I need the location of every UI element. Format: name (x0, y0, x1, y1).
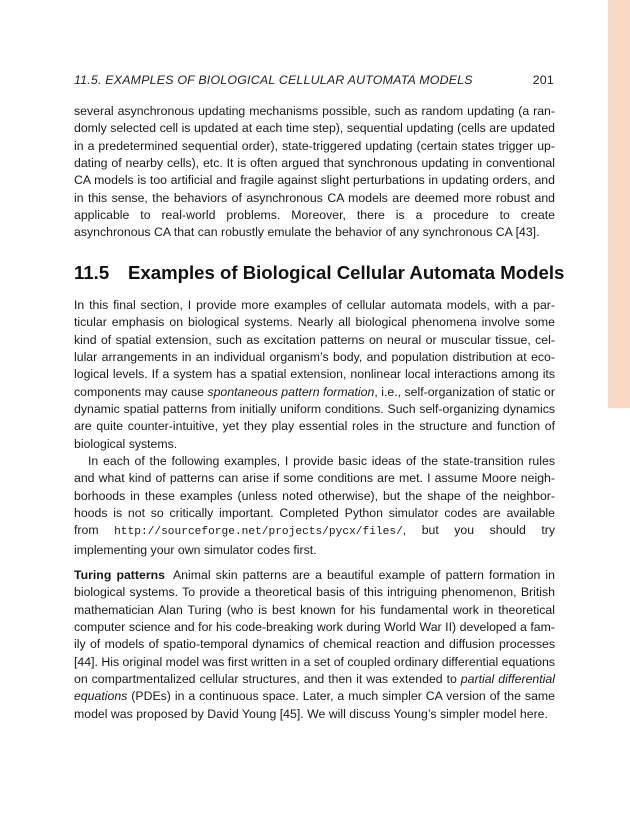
section-number: 11.5 (74, 262, 110, 283)
turing-text-b: (PDEs) in a continuous space. Later, a much simpler CA version of the same model was proposed by David Young [45]. We will discuss Young’s simpler model here. (74, 689, 555, 721)
pycx-url-link[interactable]: http://sourceforge.net/projects/pycx/files/ (114, 526, 403, 539)
paragraph-1-emphasis: spontaneous pattern formation (207, 384, 375, 399)
turing-text-a: Animal skin patterns are a beautiful example of pattern formation in biological systems. To provide a theoretical basis of this intriguing phenomenon, British mathematician Alan Turing (who is best known for his fundamental work in theoretical computer science and for his code-breaking work during World War II) developed a family of models of spatio-temporal dynamics of chemical reaction and diffusion processes [44]. His original model was first written in a set of coupled ordinary differential equations on compartmentalized cellular structures, and then it was extended to (74, 568, 555, 687)
paragraph-2-text-a: In each of the following examples, I provide basic ideas of the state-transition rules and what kind of patterns can arise if some conditions are met. I assume Moore neighborhoods in these examples (unless noted otherwise), but the shape of the neighborhoods is not so critically important. Completed Python simulator codes are available from (74, 454, 555, 538)
intro-block (74, 103, 555, 242)
paragraph-2-text-b: , but you should try implementing your own simulator codes first. (74, 523, 555, 557)
running-header (74, 73, 554, 87)
page-number: 201 (532, 73, 554, 87)
turing-emphasis: partial differential equations (74, 672, 555, 704)
turing-heading: Turing patterns (74, 568, 165, 582)
section-heading (74, 262, 565, 284)
chapter-edge-tab (608, 0, 630, 408)
intro-paragraph: several asynchronous updating mechanisms possible, such as random updating (a randomly selected cell is updated at each time step), sequential updating (cells are updated in a predetermined sequential order), state-triggered updating (certain states trigger updating of nearby cells), etc. It is often argued that synchronous updating in conventional CA models is too artificial and fragile against slight perturbations in updating orders, and in this sense, the behaviors of asynchronous CA models are deemed more robust and applicable to real-world problems. Moreover, there is a procedure to create asynchronous CA that can robustly emulate the behavior of any synchronous CA [43]. (74, 104, 555, 240)
paragraph-1-text-b: , i.e., self-organization of static or dynamic spatial patterns from initially uniform conditions. Such self-organizing dynamics are quite counter-intuitive, yet they play essential roles in the structure and function of biological systems. (74, 384, 555, 451)
section-body (74, 297, 555, 559)
paragraph-2 (74, 453, 555, 559)
section-title: Examples of Biological Cellular Automata Models (128, 262, 565, 283)
running-title: 11.5. EXAMPLES OF BIOLOGICAL CELLULAR AUTOMATA MODELS (74, 73, 473, 87)
turing-paragraph (74, 567, 555, 723)
paragraph-1 (74, 297, 555, 453)
paragraph-1-text-a: In this final section, I provide more examples of cellular automata models, with a particular emphasis on biological systems. Nearly all biological phenomena involve some kind of spatial extension, such as excitation patterns on neural or muscular tissue, cellular arrangements in an individual organism’s body, and population distribution at ecological levels. If a system has a spatial extension, nonlinear local interactions among its components may cause (74, 298, 555, 399)
turing-section (74, 567, 555, 723)
